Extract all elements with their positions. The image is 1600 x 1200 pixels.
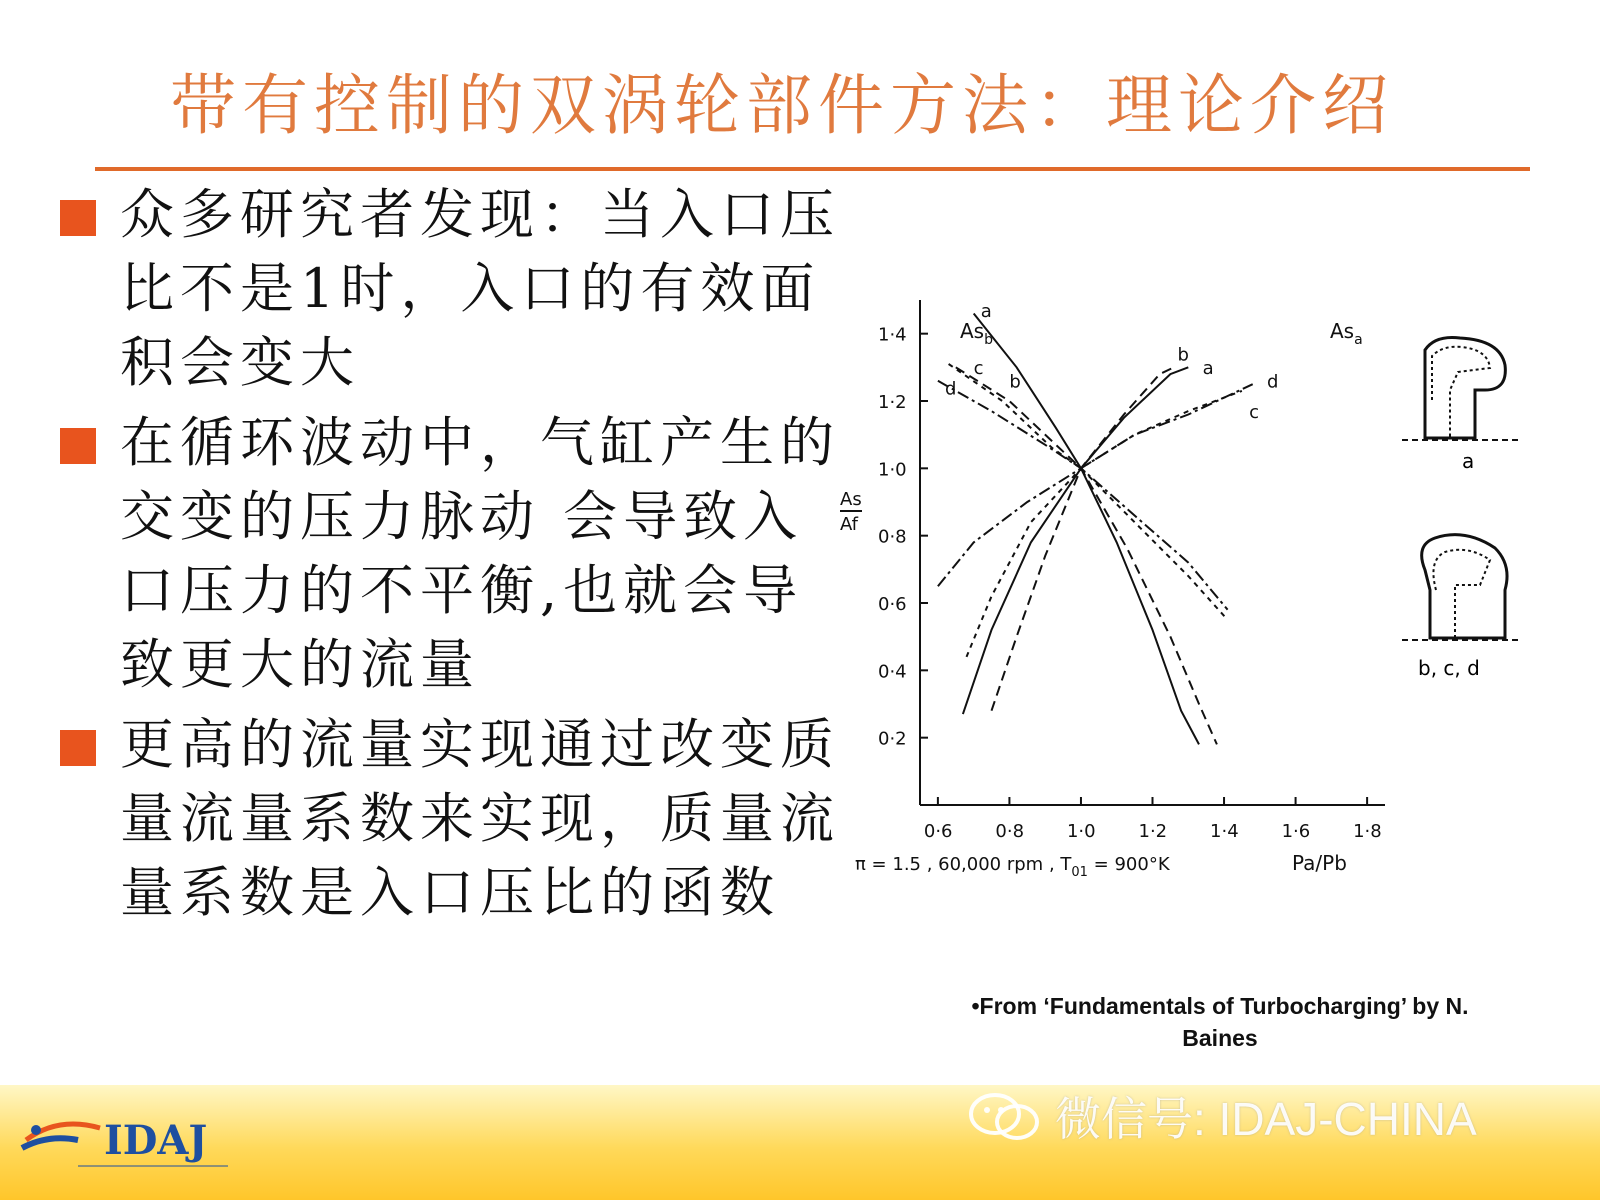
- x-tick-label: 0·6: [923, 821, 953, 842]
- source-citation: [930, 990, 1510, 1054]
- watermark-text: 微信号: IDAJ-CHINA: [1055, 1093, 1477, 1145]
- series-line-b: [956, 367, 1217, 744]
- x-tick-label: 1·0: [1066, 821, 1096, 842]
- citation-line-1: •From ‘Fundamentals of Turbocharging’ by N.: [971, 993, 1469, 1019]
- citation-line-2: Baines: [1182, 1025, 1258, 1051]
- x-tick-label: 1·2: [1138, 821, 1168, 842]
- curve-label: a: [1202, 358, 1214, 380]
- curve-label: d: [945, 378, 957, 400]
- bullet-list: [60, 178, 850, 936]
- bullet-square-icon: [60, 200, 96, 236]
- inset-label-bcd: b, c, d: [1418, 656, 1480, 680]
- figure-caption: π = 1.5 , 60,000 rpm , $T_{01} = 900^\circ K$: [855, 854, 1170, 880]
- inset-diagram-bcd: [1402, 535, 1520, 680]
- inset-diagram-a: [1402, 338, 1520, 474]
- legend-asb-label: $As_b$: [960, 319, 993, 348]
- inset-label-a: a: [1462, 449, 1475, 473]
- series-line-b: [992, 367, 1175, 710]
- curve-label: c: [1249, 401, 1259, 423]
- y-axis-label-bottom: Af: [840, 514, 859, 535]
- bullet-text: 在循环波动中，气缸产生的交变的压力脉动 会导致入口压力的不平衡,也就会导致更大的流量: [120, 411, 840, 696]
- legend-asa-label: $As_a$: [1330, 319, 1363, 348]
- y-axis-label-top: As: [840, 489, 862, 510]
- y-tick-label: 0·6: [878, 594, 907, 615]
- series-line-c: [967, 391, 1242, 657]
- y-tick-label: 1·2: [878, 392, 907, 413]
- y-tick-label: 1·0: [878, 459, 907, 481]
- y-tick-label: 0·8: [878, 526, 907, 548]
- wechat-watermark: [965, 1088, 1565, 1144]
- area-ratio-chart: [840, 290, 1560, 930]
- bullet-text: 更高的流量实现通过改变质量流量系数来实现，质量流量系数是入口压比的函数: [120, 713, 840, 924]
- x-tick-label: 1·8: [1353, 821, 1382, 842]
- bullet-item: [60, 708, 850, 930]
- series-line-a: [963, 367, 1188, 714]
- bullet-item: [60, 178, 850, 400]
- y-tick-label: 0·4: [878, 661, 907, 683]
- slide-title: 带有控制的双涡轮部件方法：理论介绍: [170, 67, 1394, 144]
- x-tick-label: 0·8: [995, 821, 1025, 842]
- y-tick-label: 0·2: [878, 728, 907, 750]
- wechat-icon: [965, 1090, 1045, 1142]
- logo-wordmark: IDAJ: [104, 1117, 208, 1164]
- x-tick-label: 1·6: [1281, 821, 1311, 842]
- curve-label: d: [1266, 371, 1279, 393]
- title-divider: [95, 167, 1530, 171]
- series-line-d: [938, 384, 1253, 586]
- curve-label: a: [980, 300, 992, 322]
- curve-label: b: [1009, 371, 1021, 393]
- bullet-square-icon: [60, 730, 96, 766]
- bullet-text: 众多研究者发现：当入口压比不是1时，入口的有效面积会变大: [120, 183, 840, 394]
- series-line-c: [949, 364, 1228, 620]
- bullet-item: [60, 406, 850, 702]
- curve-label: b: [1177, 344, 1189, 366]
- y-tick-label: 1·4: [878, 324, 907, 346]
- bullet-square-icon: [60, 428, 96, 464]
- idaj-logo: [18, 1110, 248, 1180]
- x-tick-label: 1·4: [1210, 821, 1239, 842]
- curve-label: c: [973, 358, 984, 380]
- x-axis-label: Pa/Pb: [1292, 851, 1347, 875]
